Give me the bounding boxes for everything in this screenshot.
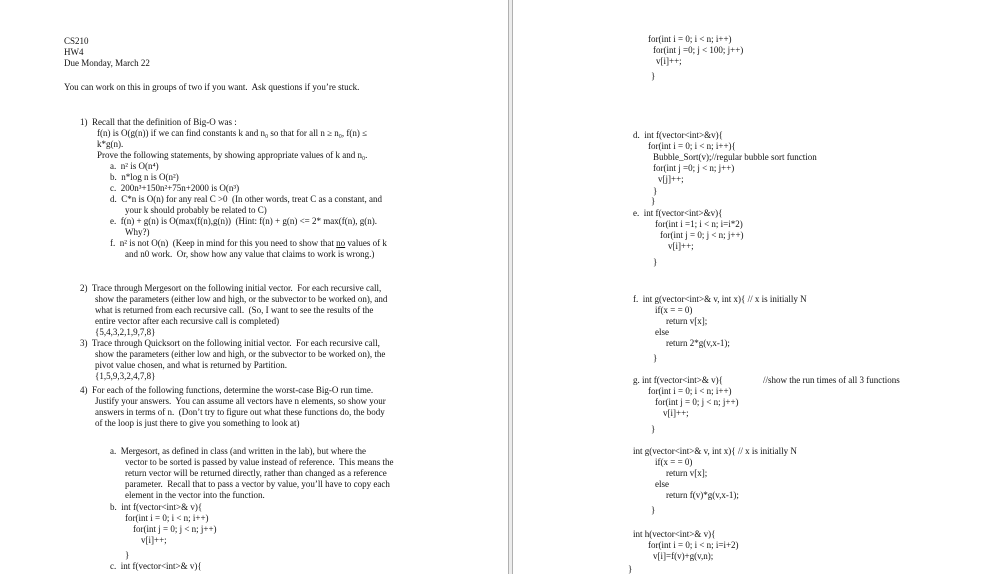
code-line: } bbox=[653, 353, 658, 363]
code-line: for(int i =1; i < n; i=i*2) bbox=[655, 219, 743, 229]
code-line: return v[x]; bbox=[666, 468, 708, 478]
code-line: } bbox=[651, 71, 656, 81]
q2-line: 2) Trace through Mergesort on the following initial vector. For each recursive call, bbox=[80, 283, 382, 293]
code-line: } bbox=[653, 257, 658, 267]
intro-text: You can work on this in groups of two if you want. Ask questions if you’re stuck. bbox=[64, 82, 360, 92]
code-line: return 2*g(v,x-1); bbox=[666, 338, 730, 348]
code-line: v[i]=f(v)+g(v,n); bbox=[653, 551, 714, 561]
code-line: } bbox=[628, 564, 633, 574]
code-line: v[j]++; bbox=[658, 174, 684, 184]
q1-item: b. n*log n is O(n²) bbox=[110, 172, 179, 182]
q3-line: {1,5,9,3,2,4,7,8} bbox=[95, 371, 156, 381]
q2-line: {5,4,3,2,1,9,7,8} bbox=[95, 327, 156, 337]
right-document-page bbox=[513, 0, 990, 574]
code-line: int g(vector<int>& v, int x){ // x is initially N bbox=[633, 446, 797, 456]
code-line: } bbox=[651, 196, 656, 206]
code-line: for(int j =0; j < 100; j++) bbox=[653, 45, 744, 55]
q4a-line: vector to be sorted is passed by value instead of reference. This means the bbox=[125, 457, 394, 467]
q1-item: and n0 work. Or, show how any value that claims to work is wrong.) bbox=[125, 249, 375, 259]
code-line: Bubble_Sort(v);//regular bubble sort function bbox=[653, 152, 817, 162]
code-line: for(int i = 0; i < n; i++) bbox=[648, 34, 732, 44]
q1-item: f. n² is not O(n) (Keep in mind for this you need to show that no values of k bbox=[110, 238, 387, 248]
q3-line: pivot value chosen, and what is returned by Partition. bbox=[95, 360, 287, 370]
code-line: for(int i = 0; i < n; i++) bbox=[648, 386, 732, 396]
q4a-line: parameter. Recall that to pass a vector by value, you’ll have to copy each bbox=[125, 479, 390, 489]
q1-item: d. C*n is O(n) for any real C >0 (In other words, treat C as a constant, and bbox=[110, 194, 383, 204]
code-line: for(int i = 0; i < n; i=i+2) bbox=[648, 540, 739, 550]
q4-line: Justify your answers. You can assume all vectors have n elements, so show your bbox=[95, 396, 386, 406]
code-line: v[i]++; bbox=[668, 241, 694, 251]
q1-line: k*g(n). bbox=[97, 139, 124, 149]
code-line: else bbox=[655, 327, 669, 337]
code-line: for(int j =0; j < n; j++) bbox=[653, 163, 735, 173]
q4-line: 4) For each of the following functions, determine the worst-case Big-O run time. bbox=[80, 385, 374, 395]
code-comment: //show the run times of all 3 functions bbox=[763, 375, 900, 385]
code-line: for(int j = 0; j < n; j++) bbox=[655, 397, 739, 407]
code-line: d. int f(vector<int>&v){ bbox=[633, 130, 723, 140]
q4-line: answers in terms of n. (Don’t try to figure out what these functions do, the body bbox=[95, 407, 385, 417]
q3-line: 3) Trace through Quicksort on the following initial vector. For each recursive call, bbox=[80, 338, 380, 348]
q4a-line: a. Mergesort, as defined in class (and written in the lab), but where the bbox=[110, 446, 367, 456]
q1-item: e. f(n) + g(n) is O(max(f(n),g(n)) (Hint: f(n) + g(n) <= 2* max(f(n), g(n). bbox=[110, 216, 377, 226]
q4b-line: v[i]++; bbox=[141, 535, 167, 545]
q4b-line: } bbox=[125, 550, 130, 560]
code-line: e. int f(vector<int>&v){ bbox=[633, 208, 723, 218]
q4b-line: b. int f(vector<int>& v){ bbox=[110, 502, 203, 512]
q4b-line: for(int j = 0; j < n; j++) bbox=[133, 524, 217, 534]
code-line: g. int f(vector<int>& v){ bbox=[633, 375, 723, 385]
q1-line: f(n) is O(g(n)) if we can find constants k and n₀ so that for all n ≥ n₀, f(n) ≤ bbox=[97, 128, 368, 138]
q1-item: your k should probably be related to C) bbox=[125, 205, 267, 215]
code-line: if(x = = 0) bbox=[655, 305, 693, 315]
code-line: int h(vector<int>& v){ bbox=[633, 529, 716, 539]
due-date: Due Monday, March 22 bbox=[64, 58, 150, 68]
q1-item: Why?) bbox=[125, 227, 150, 237]
course-code: CS210 bbox=[64, 36, 89, 46]
q1-line: Prove the following statements, by showing appropriate values of k and n₀. bbox=[97, 150, 368, 160]
code-line: for(int j = 0; j < n; j++) bbox=[660, 230, 744, 240]
code-line: } bbox=[651, 505, 656, 515]
q1-item: c. 200n³+150n²+75n+2000 is O(n³) bbox=[110, 183, 240, 193]
q2-line: what is returned from each recursive call. (So, I want to see the results of the bbox=[95, 305, 374, 315]
assignment-title: HW4 bbox=[64, 47, 84, 57]
q1-item: a. n² is O(n⁴) bbox=[110, 161, 159, 171]
q4a-line: element in the vector into the function. bbox=[125, 490, 265, 500]
code-line: v[i]++; bbox=[663, 408, 689, 418]
code-line: return f(v)*g(v,x-1); bbox=[666, 490, 739, 500]
code-line: f. int g(vector<int>& v, int x){ // x is initially N bbox=[633, 294, 807, 304]
code-line: } bbox=[653, 186, 658, 196]
q1-line: 1) Recall that the definition of Big-O was : bbox=[80, 117, 237, 127]
q3-line: show the parameters (either low and high, or the subvector to be worked on), the bbox=[95, 349, 386, 359]
code-line: if(x = = 0) bbox=[655, 457, 693, 467]
q4a-line: return vector will be returned directly, rather than changed as a reference bbox=[125, 468, 387, 478]
q4b-line: for(int i = 0; i < n; i++) bbox=[125, 513, 209, 523]
code-line: return v[x]; bbox=[666, 316, 708, 326]
q2-line: entire vector after each recursive call is completed) bbox=[95, 316, 280, 326]
code-line: } bbox=[651, 424, 656, 434]
code-line: else bbox=[655, 479, 669, 489]
q4c-line: c. int f(vector<int>& v){ bbox=[110, 561, 202, 571]
q2-line: show the parameters (either low and high, or the subvector to be worked on), and bbox=[95, 294, 388, 304]
q4-line: of the loop is just there to give you something to look at) bbox=[95, 418, 300, 428]
code-line: v[i]++; bbox=[656, 56, 682, 66]
code-line: for(int i = 0; i < n; i++){ bbox=[648, 141, 736, 151]
